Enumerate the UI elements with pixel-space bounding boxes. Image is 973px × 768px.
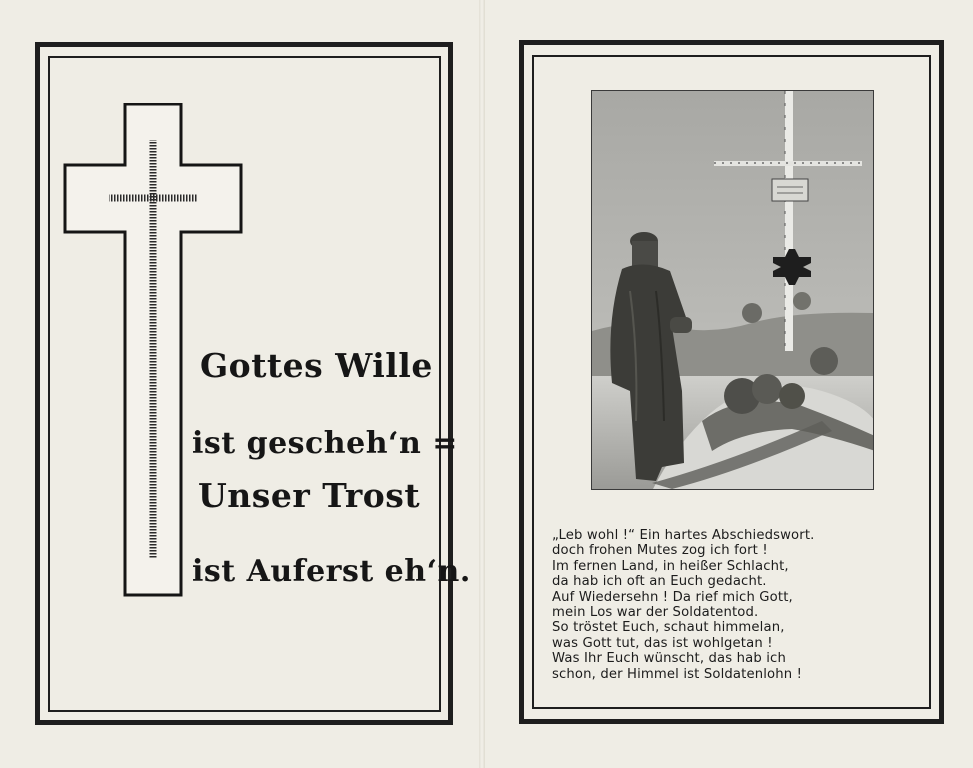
- card-fold: [479, 0, 485, 768]
- verse-line-3: Unser Trost: [198, 476, 421, 515]
- poem-line: doch frohen Mutes zog ich fort !: [552, 543, 768, 559]
- poem-line: So tröstet Euch, schaut himmelan,: [552, 620, 785, 636]
- poem-line: Auf Wiedersehn ! Da rief mich Gott,: [552, 589, 793, 605]
- poem-line: was Gott tut, das ist wohlgetan !: [552, 635, 773, 651]
- poem-line: Im fernen Land, in heißer Schlacht,: [552, 558, 789, 574]
- verse-line-1: Gottes Wille: [200, 346, 433, 385]
- grave-photo-illustration: [592, 91, 874, 490]
- verse-line-4: ist Auferst eh‘n.: [192, 554, 471, 589]
- poem-line: schon, der Himmel ist Soldatenlohn !: [552, 666, 803, 682]
- farewell-poem: [552, 528, 922, 682]
- poem-line: mein Los war der Soldatentod.: [552, 605, 759, 621]
- poem-line: „Leb wohl !“ Ein hartes Abschiedswort.: [552, 528, 815, 543]
- verse-line-2: ist gescheh‘n =: [192, 426, 458, 461]
- poem-line: Was Ihr Euch wünscht, das hab ich: [552, 651, 786, 667]
- soldier-at-grave-photo: [591, 90, 874, 490]
- poem-line: da hab ich oft an Euch gedacht.: [552, 574, 767, 590]
